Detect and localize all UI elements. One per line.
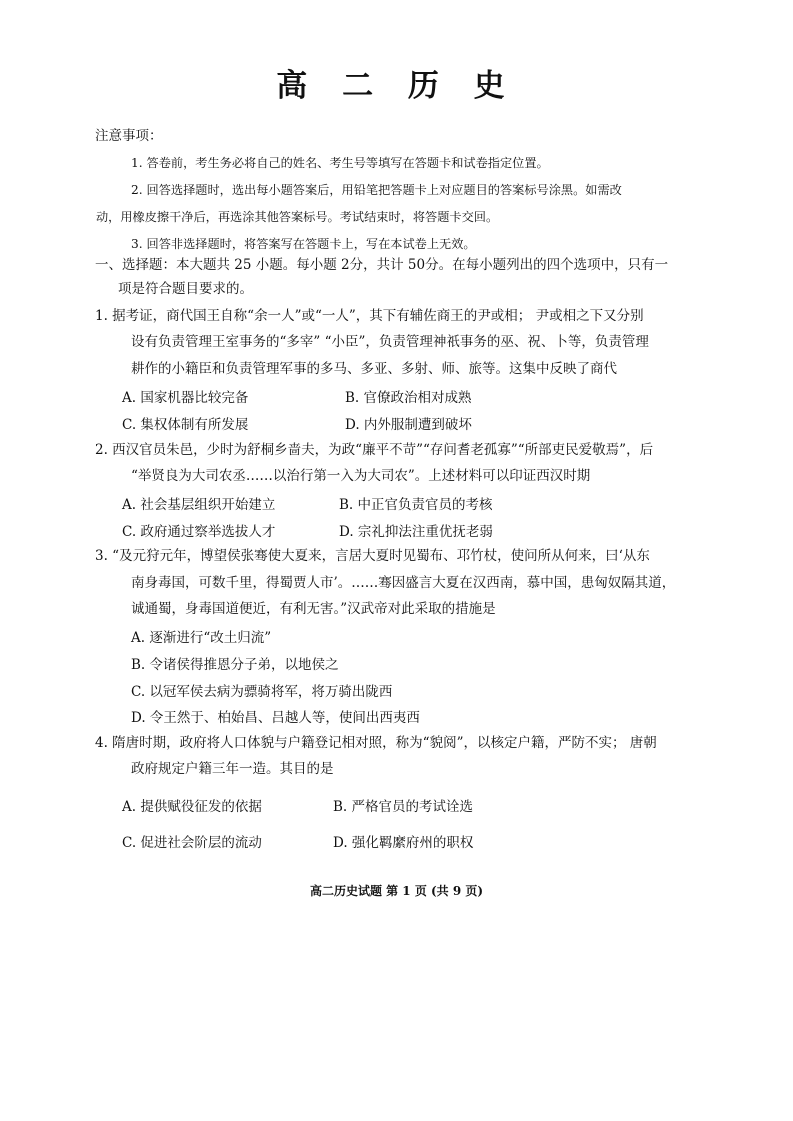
question-3-stem-cont: 诚通蜀，身毒国道便近，有利无害。”汉武帝对此采取的措施是 — [131, 601, 496, 617]
question-1-option-a: A. 国家机器比较完备 — [122, 390, 249, 406]
question-1-stem: 1. 据考证，商代国王自称“余一人”或“一人”，其下有辅佐商王的尹或相； 尹或相之下又分别 — [95, 308, 644, 324]
question-1-option-d: D. 内外服制遭到破坏 — [345, 417, 472, 433]
question-3-option-d: D. 令王然于、柏始昌、吕越人等，使间出西夷西 — [131, 710, 420, 726]
section-heading-cont: 项是符合题目要求的。 — [118, 281, 253, 297]
question-2-stem-cont: “举贤良为大司农丞……以治行第一入为大司农”。上述材料可以印证西汉时期 — [131, 468, 591, 484]
question-1-option-b: B. 官僚政治相对成熟 — [345, 390, 472, 406]
question-3-option-c: C. 以冠军侯去病为骠骑将军，将万骑出陇西 — [131, 684, 393, 700]
notes-heading: 注意事项： — [95, 128, 163, 144]
question-2-option-c: C. 政府通过察举选拔人才 — [122, 524, 276, 540]
question-2-option-a: A. 社会基层组织开始建立 — [122, 497, 276, 513]
question-2-option-d: D. 宗礼抑法注重优抚老弱 — [339, 524, 493, 540]
question-3-option-a: A. 逐渐进行“改土归流” — [131, 630, 272, 646]
question-3-option-b: B. 令诸侯得推恩分子弟，以地侯之 — [131, 657, 339, 673]
question-4-option-a: A. 提供赋役征发的依据 — [122, 799, 262, 815]
note-2-line-2: 动，用橡皮擦干净后，再选涂其他答案标号。考试结束时，将答题卡交回。 — [96, 210, 499, 224]
question-1-stem-cont: 设有负责管理王室事务的“多宰” “小臣”，负责管理神祇事务的巫、祝、卜等，负责管理 — [131, 334, 649, 350]
question-4-stem: 4. 隋唐时期，政府将人口体貌与户籍登记相对照，称为“貌阅”，以核定户籍，严防不实； 唐朝 — [95, 735, 657, 751]
note-3: 3. 回答非选择题时，将答案写在答题卡上，写在本试卷上无效。 — [131, 237, 476, 251]
question-1-stem-cont: 耕作的小籍臣和负责管理军事的多马、多亚、多射、师、旅等。这集中反映了商代 — [131, 361, 617, 377]
question-1-option-c: C. 集权体制有所发展 — [122, 417, 249, 433]
question-4-option-b: B. 严格官员的考试诠选 — [333, 799, 474, 815]
question-3-stem-cont: 南身毒国，可数千里，得蜀贾人市’。……骞因盛言大夏在汉西南，慕中国，患匈奴隔其道， — [131, 575, 676, 591]
question-4-option-c: C. 促进社会阶层的流动 — [122, 835, 262, 851]
note-2-line-1: 2. 回答选择题时，选出每小题答案后，用铅笔把答题卡上对应题目的答案标号涂黑。如需改 — [131, 183, 622, 197]
section-heading: 一、选择题：本大题共 25 小题。每小题 2分，共计 50分。在每小题列出的四个选项中，只有一 — [95, 257, 669, 273]
question-4-option-d: D. 强化羁縻府州的职权 — [333, 835, 474, 851]
question-4-stem-cont: 政府规定户籍三年一造。其目的是 — [131, 761, 334, 777]
question-2-stem: 2. 西汉官员朱邑，少时为舒桐乡啬夫，为政“廉平不苛”“存问耆老孤寡”“所部吏民爱敬焉”，后 — [95, 442, 654, 458]
page-title: 高 二 历 史 — [276, 68, 517, 104]
note-1: 1. 答卷前，考生务必将自己的姓名、考生号等填写在答题卡和试卷指定位置。 — [131, 156, 549, 170]
page-footer: 高二历史试题 第 1 页 (共 9 页) — [309, 884, 484, 898]
question-3-stem: 3. “及元狩元年，博望侯张骞使大夏来，言居大夏时见蜀布、邛竹杖，使问所从何来，曰‘从东 — [95, 548, 650, 564]
question-2-option-b: B. 中正官负责官员的考核 — [339, 497, 493, 513]
